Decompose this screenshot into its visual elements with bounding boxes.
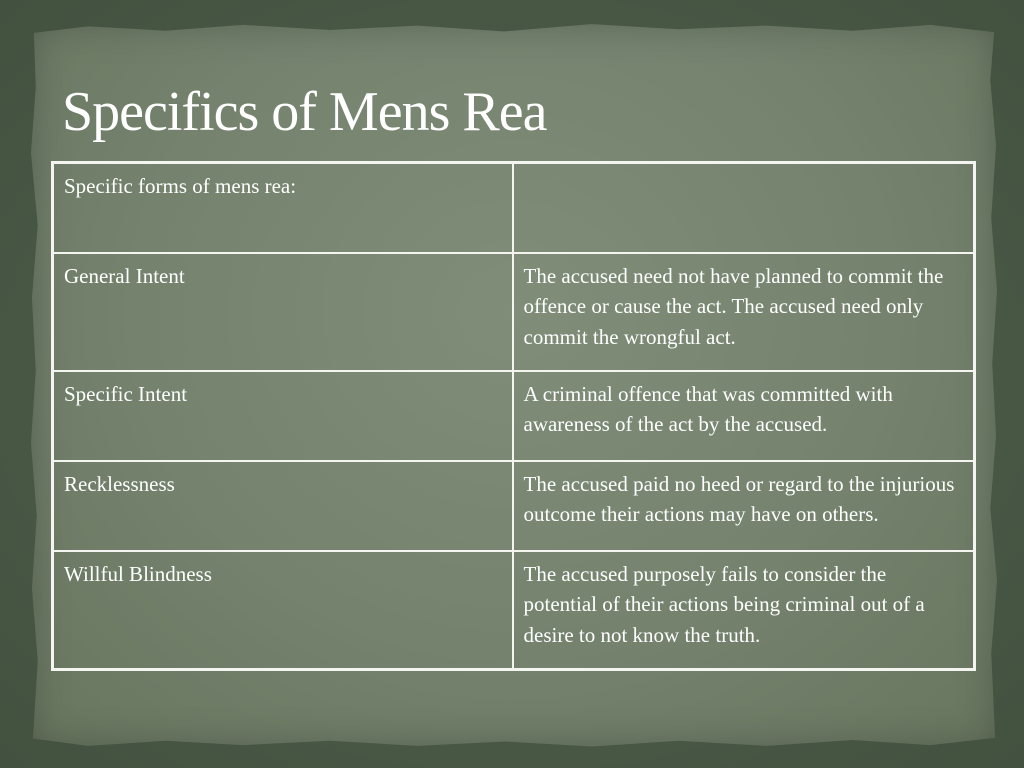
table-row xyxy=(53,253,975,371)
term-cell-specific-intent: Specific Intent xyxy=(53,371,513,461)
table-row xyxy=(53,163,975,253)
definition-cell-willful-blindness: The accused purposely fails to consider the potential of their actions being criminal out of a desire to not know the truth. xyxy=(513,551,975,670)
mens-rea-table xyxy=(51,161,976,671)
slide-title: Specifics of Mens Rea xyxy=(62,81,547,143)
table-header-cell-empty xyxy=(513,163,975,253)
table-row xyxy=(53,551,975,670)
term-cell-recklessness: Recklessness xyxy=(53,461,513,551)
definition-cell-specific-intent: A criminal offence that was committed with awareness of the act by the accused. xyxy=(513,371,975,461)
term-cell-willful-blindness: Willful Blindness xyxy=(53,551,513,670)
table-row xyxy=(53,371,975,461)
definition-cell-recklessness: The accused paid no heed or regard to the injurious outcome their actions may have on others. xyxy=(513,461,975,551)
table-row xyxy=(53,461,975,551)
term-cell-general-intent: General Intent xyxy=(53,253,513,371)
definition-cell-general-intent: The accused need not have planned to commit the offence or cause the act. The accused need only commit the wrongful act. xyxy=(513,253,975,371)
table-header-cell: Specific forms of mens rea: xyxy=(53,163,513,253)
